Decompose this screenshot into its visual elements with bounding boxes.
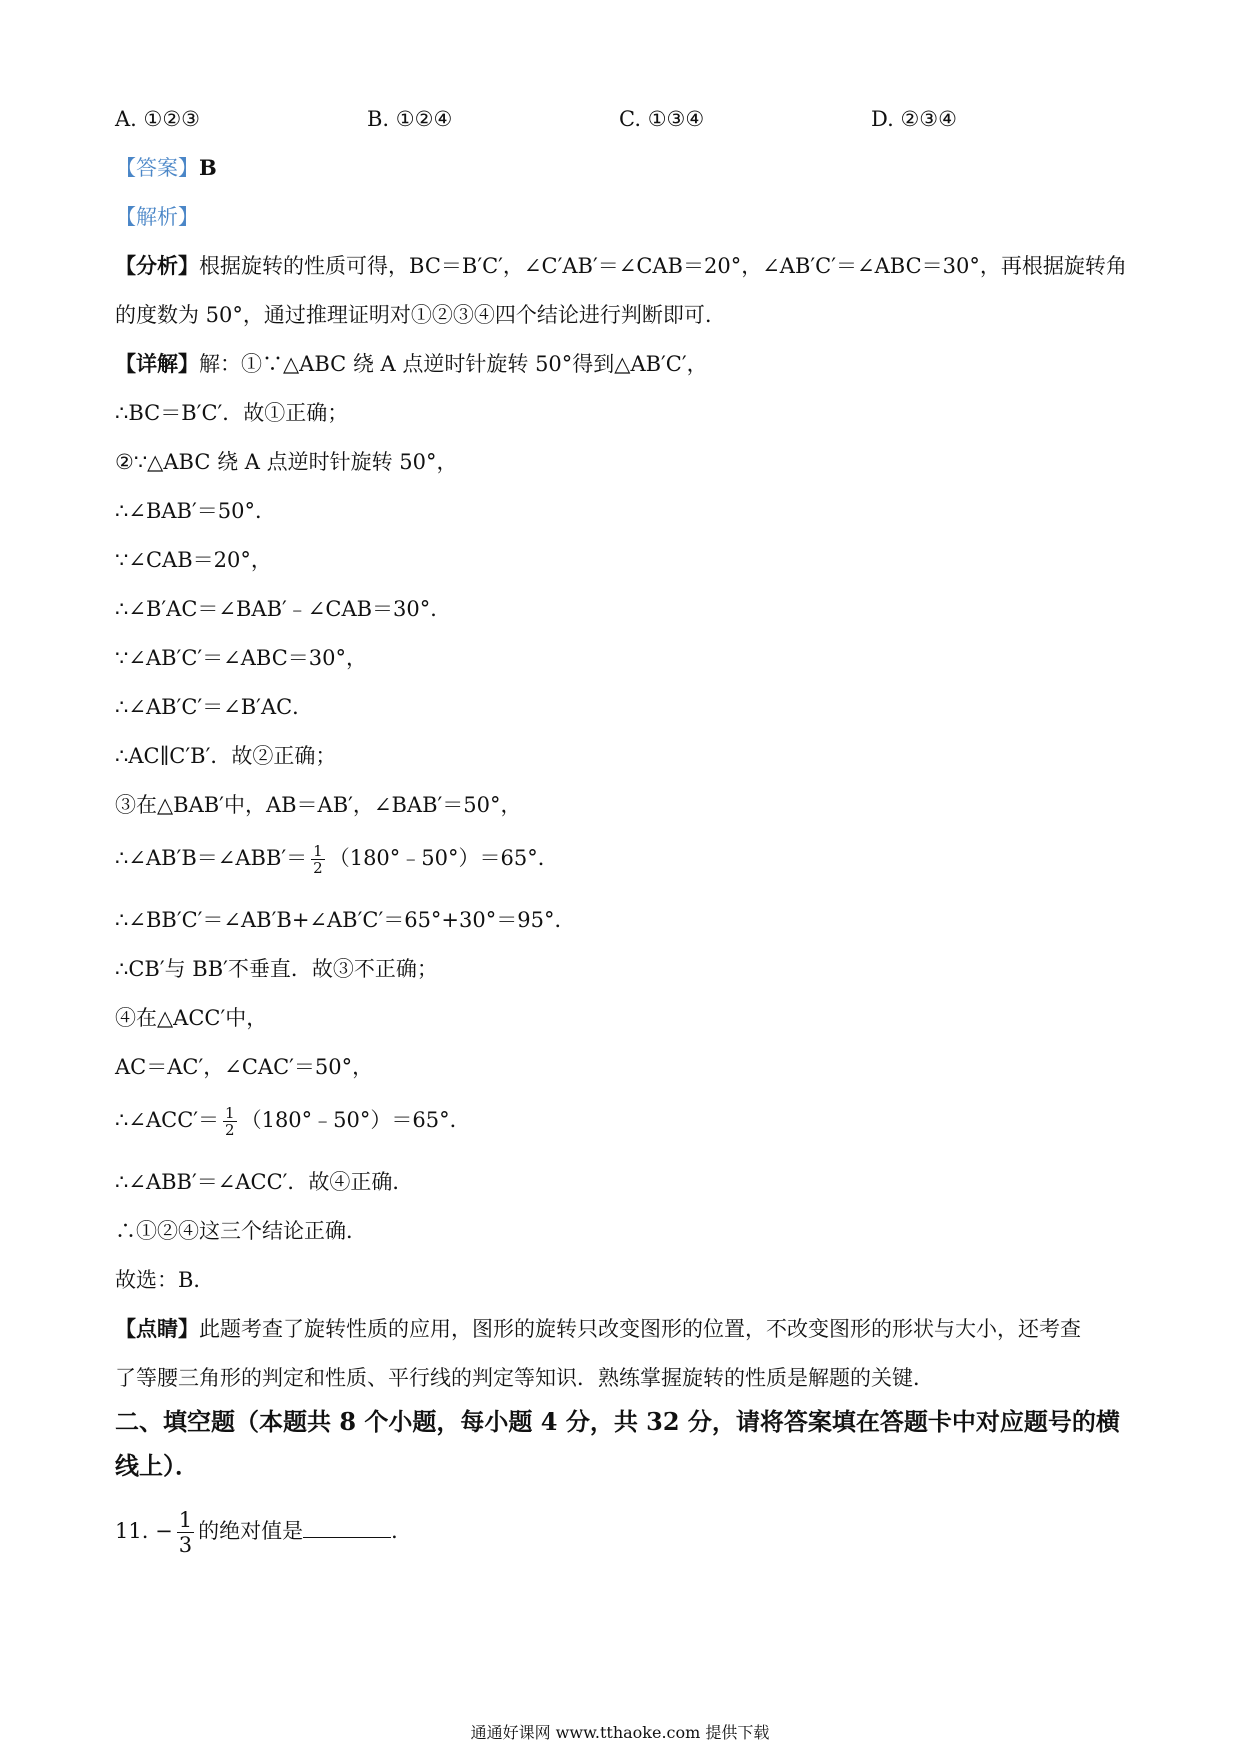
detail-line-19: 故选：B．: [115, 1268, 215, 1292]
question-11: 11. − $\frac{1}{3}$ 的绝对值是 ．: [115, 1508, 413, 1557]
detail-line-2: ∴BC＝B′C′．故①正确；: [115, 401, 349, 425]
detail-line-3: ②∵△ABC 绕 A 点逆时针旋转 50°，: [115, 450, 458, 474]
detail-line-4: ∴∠BAB′＝50°．: [115, 499, 276, 523]
fraction-half: $\frac{1}{2}$: [313, 842, 323, 877]
detail-line-5: ∵∠CAB＝20°，: [115, 548, 272, 572]
answer-tag: 【答案】: [115, 156, 199, 180]
analysis-line-1: 【分析】根据旋转的性质可得，BC＝B′C′，∠C′AB′＝∠CAB＝20°，∠AB′C′＝∠ABC＝30°，再根据旋转角: [115, 253, 1127, 278]
detail-line-9: ∴AC∥C′B′．故②正确；: [115, 744, 337, 768]
detail-line-1: 【详解】解：①∵△ABC 绕 A 点逆时针旋转 50°得到△AB′C′，: [115, 351, 708, 376]
answer-blank[interactable]: [303, 1517, 391, 1538]
detail-line-8: ∴∠AB′C′＝∠B′AC．: [115, 695, 314, 719]
detail-line-10: ③在△BAB′中，AB＝AB′，∠BAB′＝50°，: [115, 793, 522, 817]
detail-line-6: ∴∠B′AC＝∠BAB′﹣∠CAB＝30°．: [115, 597, 452, 621]
detail-line-14: ④在△ACC′中，: [115, 1006, 268, 1030]
detail-line-17: ∴∠ABB′＝∠ACC′．故④正确．: [115, 1170, 414, 1194]
analysis-heading: 【解析】: [115, 205, 199, 229]
detail-line-7: ∵∠AB′C′＝∠ABC＝30°，: [115, 646, 368, 670]
fraction-one-third: $\frac{1}{3}$: [178, 1508, 193, 1557]
answer-line: [115, 154, 217, 182]
detail-line-15: AC＝AC′，∠CAC′＝50°，: [115, 1055, 374, 1079]
detail-line-12: ∴∠BB′C′＝∠AB′B+∠AB′C′＝65°+30°＝95°．: [115, 908, 576, 932]
detail-line-13: ∴CB′与 BB′不垂直．故③不正确；: [115, 957, 438, 981]
footer: 通通好课网 www.tthaoke.com 提供下载: [470, 1723, 770, 1742]
comment-line-2: 了等腰三角形的判定和性质、平行线的判定等知识．熟练掌握旋转的性质是解题的关键．: [115, 1366, 934, 1390]
detail-line-18: ∴①②④这三个结论正确．: [115, 1219, 367, 1243]
answer-value: B: [199, 155, 217, 180]
detail-line-11: ∴∠AB′B＝∠ABB′＝ $\frac{1}{2}$ （180°﹣50°）＝65°．: [115, 842, 559, 877]
option-d: D. ②③④: [871, 107, 957, 131]
option-c: C. ①③④: [619, 107, 705, 131]
option-a: A. ①②③: [115, 107, 201, 131]
option-b: B. ①②④: [367, 107, 453, 131]
fraction-half: $\frac{1}{2}$: [225, 1104, 235, 1139]
detail-line-16: ∴∠ACC′＝ $\frac{1}{2}$ （180°﹣50°）＝65°．: [115, 1104, 471, 1139]
analysis-line-2: 的度数为 50°，通过推理证明对①②③④四个结论进行判断即可.: [115, 303, 712, 327]
section-heading: 二、填空题（本题共 8 个小题，每小题 4 分，共 32 分，请将答案填在答题卡中对应题号的横线上）．: [115, 1407, 1120, 1480]
comment-line-1: 【点睛】此题考查了旋转性质的应用，图形的旋转只改变图形的位置，不改变图形的形状与大小，还考查: [115, 1316, 1081, 1341]
